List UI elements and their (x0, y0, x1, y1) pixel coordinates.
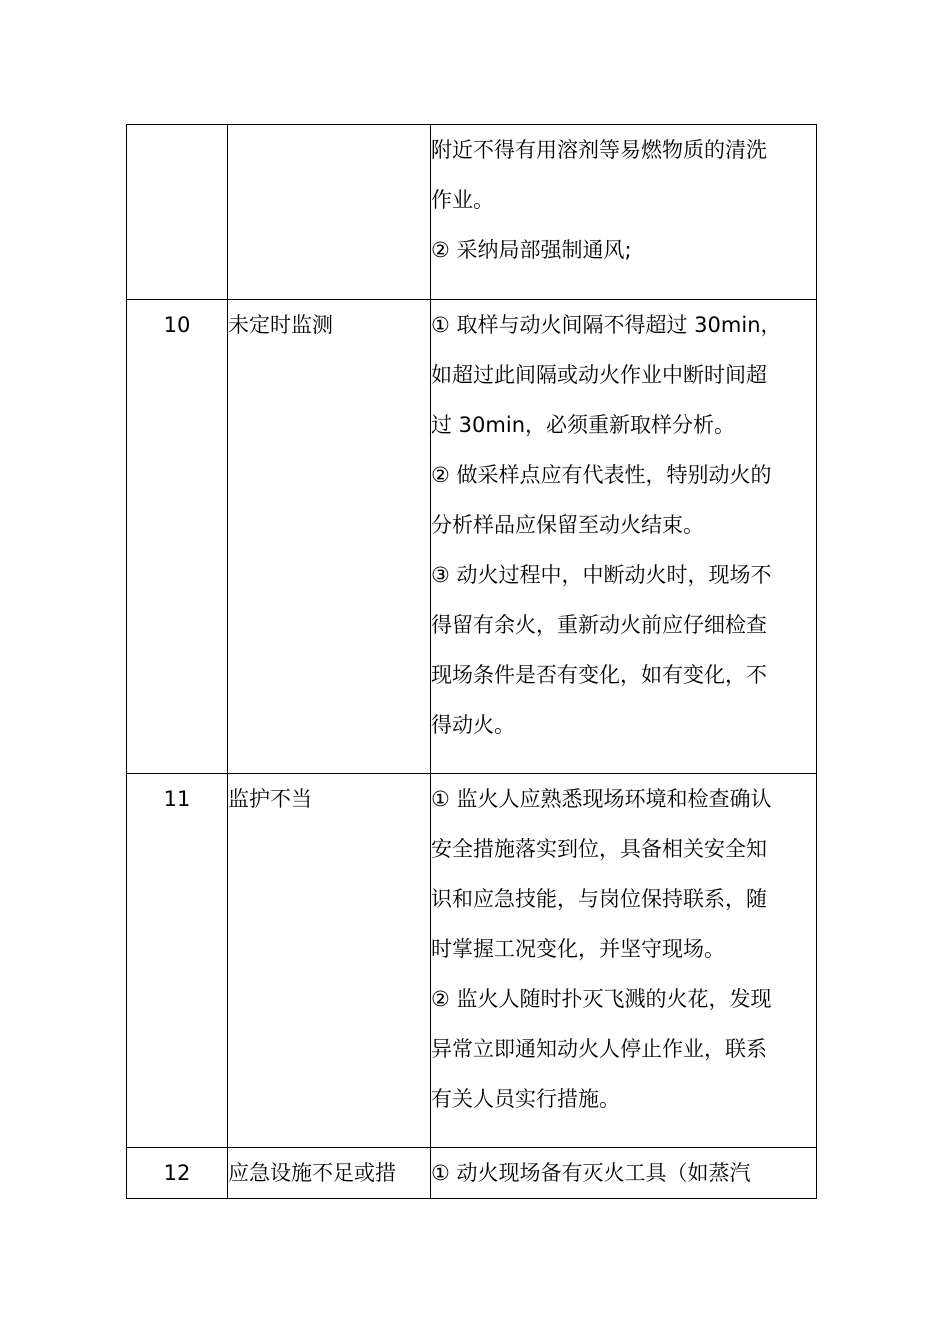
hazard-name: 未定时监测 (228, 300, 431, 774)
measure-line: 安全措施落实到位，具备相关安全知 (431, 837, 767, 861)
measure-line: 异常立即通知动火人停止作业，联系 (431, 1037, 767, 1061)
measure-line: 现场条件是否有变化，如有变化，不 (431, 663, 767, 687)
table-row (127, 300, 817, 774)
table-row (127, 1148, 817, 1199)
measure-line: ① 取样与动火间隔不得超过 30min， (431, 313, 782, 337)
measures-cell (431, 1148, 817, 1199)
measure-line: 附近不得有用溶剂等易燃物质的清洗 (431, 138, 767, 162)
measure-line: ② 监火人随时扑灭飞溅的火花，发现 (431, 987, 772, 1011)
hazard-name: 监护不当 (228, 774, 431, 1148)
measure-line: 分析样品应保留至动火结束。 (431, 513, 704, 537)
row-number: 11 (127, 774, 228, 1148)
hazard-name: 应急设施不足或措 (228, 1148, 431, 1199)
measure-line: 过 30min，必须重新取样分析。 (431, 413, 735, 437)
measures-cell (431, 300, 817, 774)
row-number: 10 (127, 300, 228, 774)
hazard-measures-table (126, 124, 817, 1199)
measure-line: ③ 动火过程中，中断动火时，现场不 (431, 563, 772, 587)
measures-cell (431, 125, 817, 300)
measure-line: ① 监火人应熟悉现场环境和检查确认 (431, 787, 772, 811)
row-number (127, 125, 228, 300)
measures-cell (431, 774, 817, 1148)
measure-line: 如超过此间隔或动火作业中断时间超 (431, 363, 767, 387)
hazard-name (228, 125, 431, 300)
measure-line: 作业。 (431, 188, 494, 212)
measure-line: 识和应急技能，与岗位保持联系，随 (431, 887, 767, 911)
measure-line: 得动火。 (431, 713, 515, 737)
measure-line: ① 动火现场备有灭火工具（如蒸汽 (431, 1161, 751, 1185)
row-number: 12 (127, 1148, 228, 1199)
table-row (127, 125, 817, 300)
measure-line: 时掌握工况变化，并坚守现场。 (431, 937, 725, 961)
measure-line: ② 采纳局部强制通风; (431, 238, 632, 262)
measure-line: 有关人员实行措施。 (431, 1087, 620, 1111)
measure-line: ② 做采样点应有代表性，特别动火的 (431, 463, 772, 487)
measure-line: 得留有余火，重新动火前应仔细检查 (431, 613, 767, 637)
table-row (127, 774, 817, 1148)
